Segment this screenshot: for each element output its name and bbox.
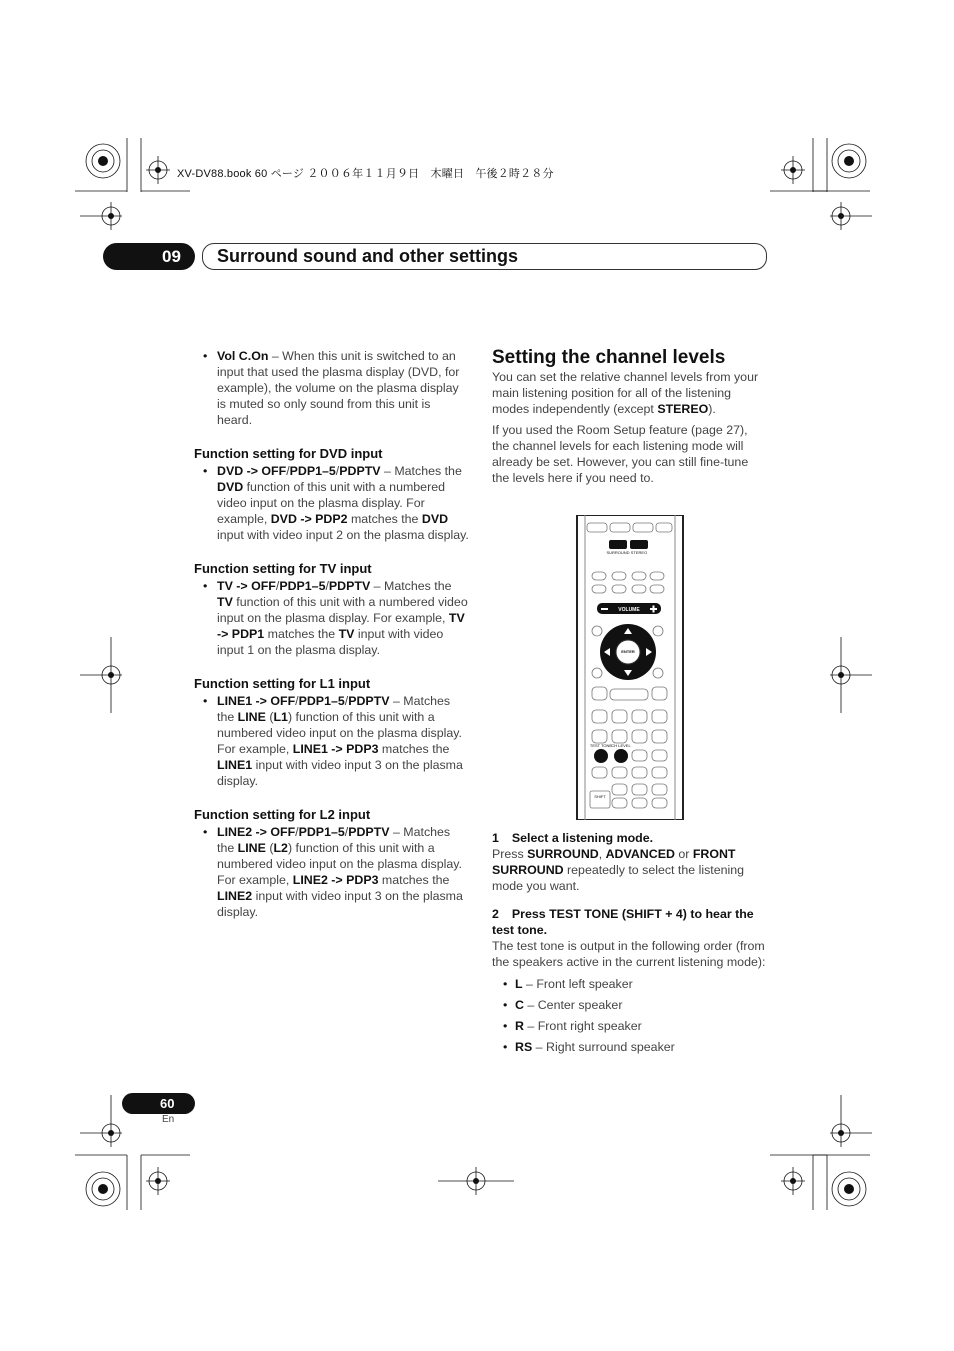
remote-volume-label: VOLUME [618, 607, 640, 613]
step-2-title: 2 Press TEST TONE (SHIFT + 4) to hear the test tone. [492, 907, 754, 937]
section-heading: Setting the channel levels [492, 347, 726, 368]
dvd-heading: Function setting for DVD input [194, 446, 383, 461]
speaker-item: • L – Front left speaker [492, 976, 767, 992]
remote-shift-label: SHIFT [594, 794, 606, 799]
chapter-number: 09 [162, 247, 181, 266]
speaker-item: • RS – Right surround speaker [492, 1039, 767, 1055]
left-column [194, 348, 469, 920]
remote-test-tone-label: TEST TONE [589, 743, 613, 748]
dvd-bullet: • DVD -> OFF/PDP1–5/PDPTV – Matches the DVD function of this unit with a numbered video input on the plasma display. For example, DVD -> PDP2 matches the DVD input with video input 2 on the plasma display. [194, 463, 469, 543]
step-1-title: 1 Select a listening mode. [492, 831, 654, 845]
step-1-text: Press SURROUND, ADVANCED or FRONT SURROUND repeatedly to select the listening mode you want. [492, 847, 745, 893]
print-header: XV-DV88.book 60 ページ ２００６年１１月９日 木曜日 午後２時２８分 [177, 168, 554, 180]
page-language: En [162, 1114, 175, 1125]
room-setup-paragraph: If you used the Room Setup feature (page 27), the channel levels for each listening mode will already be set. However, you can still fine-tune the levels here if you need to. [492, 423, 749, 485]
l1-heading: Function setting for L1 input [194, 676, 371, 691]
l2-bullet: • LINE2 -> OFF/PDP1–5/PDPTV – Matches the LINE (L2) function of this unit with a numbered video input on the plasma display. For example, LINE2 -> PDP3 matches the LINE2 input with video input 3 on the plasma display. [194, 824, 469, 920]
intro-paragraph: You can set the relative channel levels from your main listening position for all of the listening modes independently (except STEREO). [492, 370, 759, 416]
chapter-title: Surround sound and other settings [217, 246, 518, 266]
l1-bullet: • LINE1 -> OFF/PDP1–5/PDPTV – Matches the LINE (L1) function of this unit with a numbered video input on the plasma display. For example, LINE1 -> PDP3 matches the LINE1 input with video input 3 on the plasma display. [194, 693, 469, 789]
remote-control-illustration [575, 515, 685, 825]
step-2-text: The test tone is output in the following order (from the speakers active in the current listening mode): [492, 939, 766, 969]
tv-bullet: • TV -> OFF/PDP1–5/PDPTV – Matches the TV function of this unit with a numbered video input on the plasma display. For example, TV -> PDP1 matches the TV input with video input 1 on the plasma display. [194, 578, 469, 658]
vol-bullet: • Vol C.On – When this unit is switched to an input that used the plasma display (DVD, for example), the volume on the plasma display is muted so only sound from this unit is heard. [194, 348, 469, 428]
right-column [492, 347, 767, 491]
steps [492, 830, 767, 1060]
tv-heading: Function setting for TV input [194, 561, 372, 576]
page-number-badge [122, 1093, 195, 1114]
l2-heading: Function setting for L2 input [194, 807, 371, 822]
remote-enter-label: ENTER [621, 649, 635, 654]
page-number: 60 [160, 1096, 175, 1111]
remote-stereo-label: STEREO [630, 550, 648, 555]
speaker-item: • C – Center speaker [492, 997, 767, 1013]
remote-surround-label: SURROUND [606, 550, 630, 555]
remote-ch-level-label: CH LEVEL [611, 743, 631, 748]
speaker-item: • R – Front right speaker [492, 1018, 767, 1034]
